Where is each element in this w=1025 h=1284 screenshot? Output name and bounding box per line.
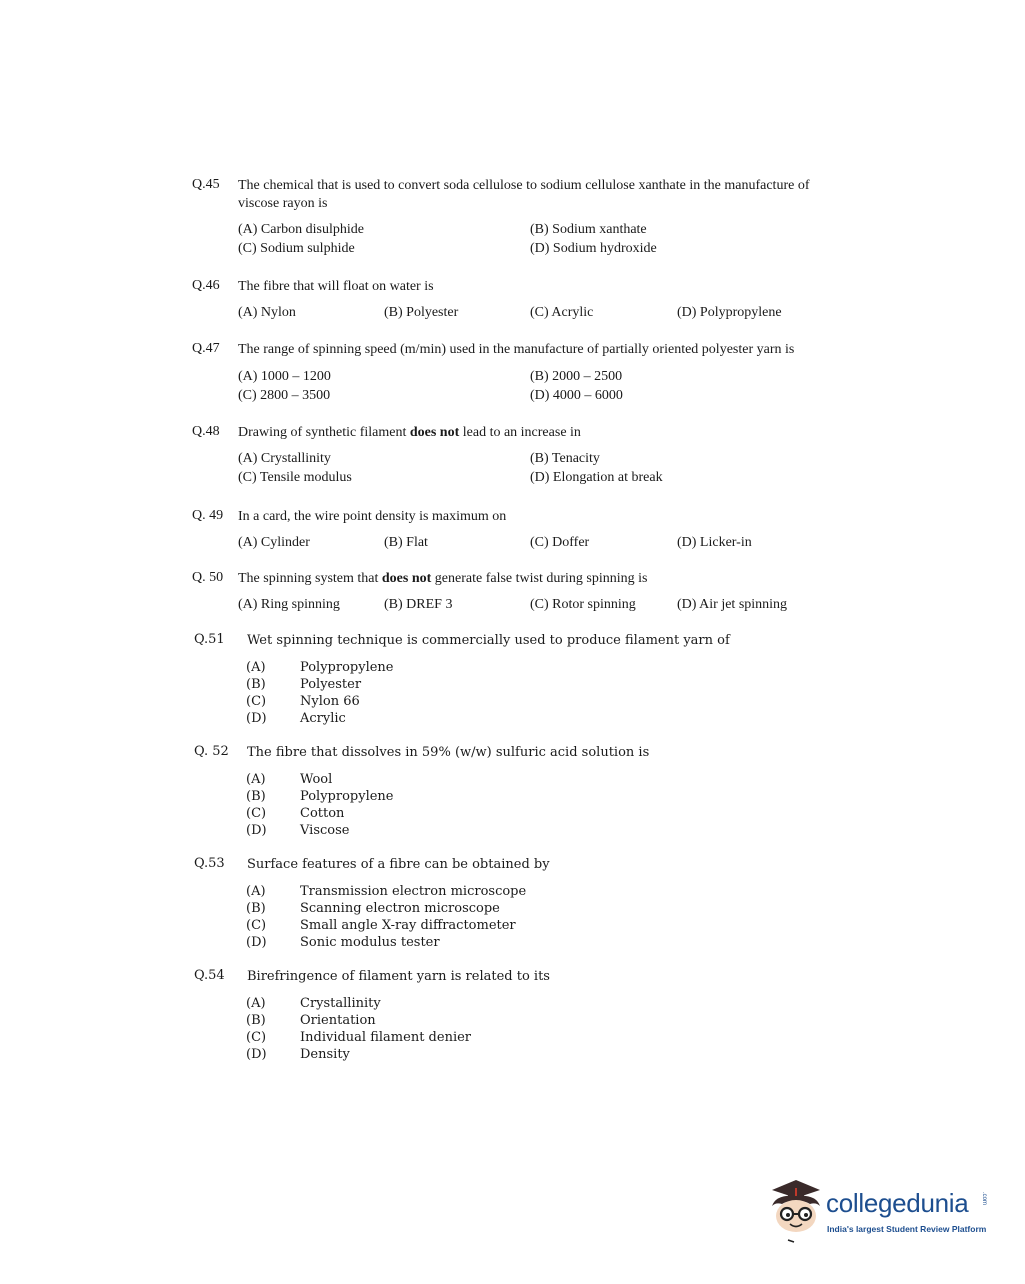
option-a: Polypropylene [300,660,394,675]
question-text: Wet spinning technique is commercially used to produce filament yarn of [247,633,730,648]
logo-tagline: India's largest Student Review Platform [827,1224,987,1234]
option-b: (B) Polyester [384,305,459,320]
option-d: (D) Air jet spinning [677,597,788,612]
option-c: Small angle X-ray diffractometer [300,918,516,933]
option-b: (B) Tenacity [530,451,600,466]
option-d: (D) Elongation at break [530,470,663,485]
option-label-c: (C) [246,1030,267,1045]
question-number: Q.54 [194,968,225,983]
option-a: (A) Crystallinity [238,451,331,466]
question-text: The range of spinning speed (m/min) used in the manufacture of partially oriented polyester yarn is [238,342,795,357]
option-b: Polypropylene [300,789,394,804]
option-label-a: (A) [246,884,266,899]
option-a: (A) Cylinder [238,535,310,550]
option-b: (B) DREF 3 [384,597,453,612]
option-a: Wool [300,772,333,787]
option-d: Acrylic [300,711,346,726]
option-d: Sonic modulus tester [300,935,440,950]
question-text: The chemical that is used to convert soda cellulose to sodium cellulose xanthate in the manufacture of viscose rayon is [238,178,810,211]
question-text: The fibre that dissolves in 59% (w/w) sulfuric acid solution is [247,745,650,760]
option-label-a: (A) [246,996,266,1011]
collegedunia-logo [766,1176,996,1248]
logo-wordmark: collegedunia [826,1188,969,1218]
option-label-a: (A) [246,772,266,787]
question-number: Q.48 [192,424,220,439]
option-label-d: (D) [246,711,267,726]
question-number: Q.46 [192,278,220,293]
option-label-d: (D) [246,823,267,838]
option-c: Cotton [300,806,345,821]
question-text: Surface features of a fibre can be obtained by [247,857,550,872]
question-number: Q. 49 [192,508,224,523]
option-c: (C) 2800 – 3500 [238,388,331,403]
option-a: (A) Ring spinning [238,597,340,612]
question-number: Q.45 [192,177,220,192]
option-label-d: (D) [246,1047,267,1062]
option-c: (C) Acrylic [530,305,594,320]
mascot-icon [766,1176,826,1246]
option-d: Viscose [300,823,350,838]
question-number: Q.51 [194,632,225,647]
option-b: (B) Flat [384,535,428,550]
option-d: (D) Licker-in [677,535,752,550]
option-d: (D) Polypropylene [677,305,782,320]
option-label-c: (C) [246,694,267,709]
question-number: Q.53 [194,856,225,871]
option-a: Crystallinity [300,996,381,1011]
option-b: (B) Sodium xanthate [530,222,647,237]
question-number: Q. 50 [192,570,224,585]
option-c: (C) Rotor spinning [530,597,636,612]
question-text: The fibre that will float on water is [238,279,434,294]
option-label-d: (D) [246,935,267,950]
option-b: Polyester [300,677,362,692]
option-d: (D) Sodium hydroxide [530,241,657,256]
question-number: Q.47 [192,341,220,356]
question-text: In a card, the wire point density is maximum on [238,509,507,524]
option-b: Scanning electron microscope [300,901,500,916]
option-label-b: (B) [246,1013,266,1028]
option-label-b: (B) [246,677,266,692]
option-label-b: (B) [246,789,266,804]
option-label-a: (A) [246,660,266,675]
option-c: (C) Tensile modulus [238,470,352,485]
option-d: Density [300,1047,350,1062]
option-c: Individual filament denier [300,1030,472,1045]
option-b: (B) 2000 – 2500 [530,369,623,384]
option-a: (A) Nylon [238,305,296,320]
option-label-c: (C) [246,918,267,933]
option-label-b: (B) [246,901,266,916]
question-text: Drawing of synthetic filament does not lead to an increase in [238,425,581,440]
option-label-c: (C) [246,806,267,821]
option-a: Transmission electron microscope [300,884,527,899]
option-c: Nylon 66 [300,694,360,709]
option-b: Orientation [300,1013,376,1028]
logo-suffix: .com [981,1192,987,1206]
option-a: (A) 1000 – 1200 [238,369,331,384]
question-text: Birefringence of filament yarn is related to its [247,969,550,984]
question-number: Q. 52 [194,744,229,759]
option-c: (C) Doffer [530,535,590,550]
question-text: The spinning system that does not generate false twist during spinning is [238,571,648,586]
option-a: (A) Carbon disulphide [238,222,364,237]
option-c: (C) Sodium sulphide [238,241,355,256]
option-d: (D) 4000 – 6000 [530,388,623,403]
